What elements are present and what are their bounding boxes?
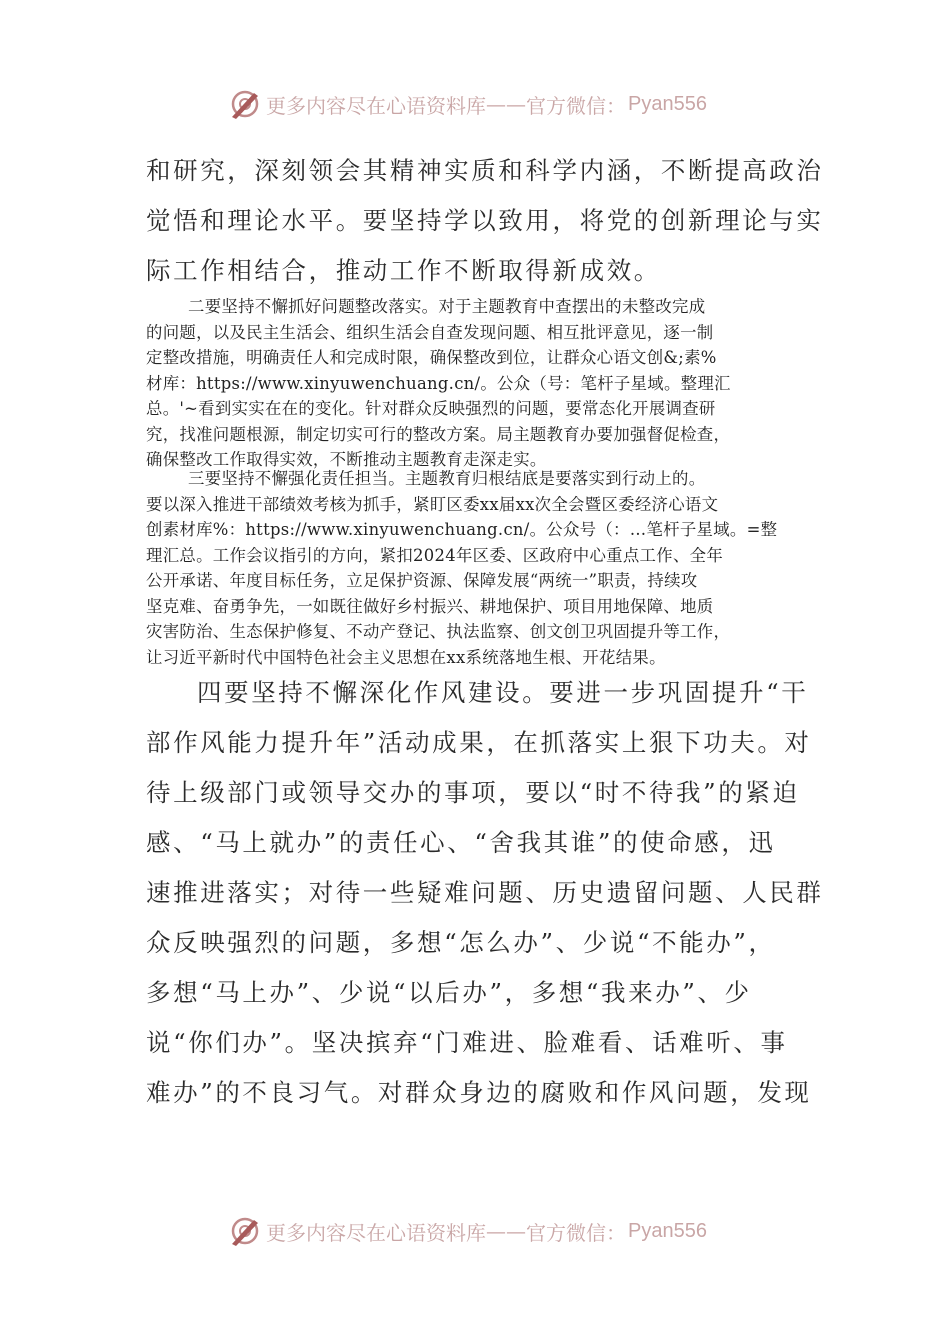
paragraph-3 bbox=[146, 466, 806, 670]
text-line: 的问题，以及民主生活会、组织生活会自查发现问题、相互批评意见，逐一制 bbox=[146, 322, 714, 342]
text-line: 际工作相结合，推动工作不断取得新成效。 bbox=[146, 256, 661, 285]
header-wechat-id: Pyan556 bbox=[628, 92, 707, 115]
footer-brand-text: 更多内容尽在心语资料库 bbox=[266, 1220, 486, 1245]
text-line: 说“你们办”。坚决摈弃“门难进、脸难看、话难听、事 bbox=[146, 1028, 788, 1057]
text-line: 觉悟和理论水平。要坚持学以致用，将党的创新理论与实 bbox=[146, 206, 824, 235]
text-line: 究，找准问题根源，制定切实可行的整改方案。局主题教育办要加强督促检查， bbox=[146, 424, 731, 444]
footer-wechat-id: Pyan556 bbox=[628, 1219, 707, 1242]
text-line: 三要坚持不懈强化责任担当。主题教育归根结底是要落实到行动上的。 bbox=[188, 469, 706, 488]
text-line: 让习近平新时代中国特色社会主义思想在xx系统落地生根、开花结果。 bbox=[146, 647, 666, 667]
text-line: 四要坚持不懈深化作风建设。要进一步巩固提升“干 bbox=[197, 678, 809, 707]
text-line: 待上级部门或领导交办的事项，要以“时不待我”的紧迫 bbox=[146, 778, 800, 807]
text-line: 坚克难、奋勇争先，一如既往做好乡村振兴、耕地保护、项目用地保障、地质 bbox=[146, 596, 714, 616]
paragraph-2 bbox=[146, 294, 806, 473]
text-line: 定整改措施，明确责任人和完成时限，确保整改到位，让群众心语文创&;素% bbox=[146, 348, 717, 367]
text-line: 公开承诺、年度目标任务，立足保护资源、保障发展“两统一”职责，持续攻 bbox=[146, 571, 698, 590]
text-line: 材库：https://www.xinyuwenchuang.cn/。公众（号：笔杆子星域。整理汇 bbox=[146, 373, 731, 393]
text-line: 众反映强烈的问题，多想“怎么办”、少说“不能办”， bbox=[146, 928, 776, 957]
header-banner bbox=[228, 84, 707, 124]
paragraph-1 bbox=[146, 146, 824, 296]
text-line: 速推进落实；对待一些疑难问题、历史遗留问题、人民群 bbox=[146, 878, 824, 907]
text-line: 总。'~看到实实在在的变化。针对群众反映强烈的问题，要常态化开展调查研 bbox=[146, 399, 716, 418]
header-dash: —— bbox=[486, 92, 526, 116]
text-line: 多想“马上办”、少说“以后办”，多想“我来办”、少 bbox=[146, 978, 752, 1007]
paragraph-4 bbox=[146, 668, 824, 1118]
header-wechat-label: 官方微信： bbox=[526, 93, 626, 118]
text-line: 灾害防治、生态保护修复、不动产登记、执法监察、创文创卫巩固提升等工作， bbox=[146, 622, 731, 641]
pen-logo-icon bbox=[228, 1214, 262, 1248]
text-line: 部作风能力提升年”活动成果，在抓落实上狠下功夫。对 bbox=[146, 728, 812, 757]
text-line: 和研究，深刻领会其精神实质和科学内涵，不断提高政治 bbox=[146, 156, 824, 185]
footer-banner bbox=[228, 1211, 707, 1251]
text-line: 难办”的不良习气。对群众身边的腐败和作风问题，发现 bbox=[146, 1078, 812, 1107]
text-line: 二要坚持不懈抓好问题整改落实。对于主题教育中查摆出的未整改完成 bbox=[188, 297, 706, 316]
pen-logo-icon bbox=[228, 87, 262, 121]
text-line: 感、“马上就办”的责任心、“舍我其谁”的使命感，迅 bbox=[146, 828, 776, 857]
text-line: 创素材库%：https://www.xinyuwenchuang.cn/。公众号（：…笔杆子星域。=整 bbox=[146, 520, 778, 539]
header-brand-text: 更多内容尽在心语资料库 bbox=[266, 93, 486, 118]
footer-dash: —— bbox=[486, 1219, 526, 1243]
footer-wechat-label: 官方微信： bbox=[526, 1220, 626, 1245]
text-line: 理汇总。工作会议指引的方向，紧扣2024年区委、区政府中心重点工作、全年 bbox=[146, 545, 724, 565]
text-line: 要以深入推进干部绩效考核为抓手，紧盯区委xx届xx次全会暨区委经济心语文 bbox=[146, 494, 719, 514]
text-line: 确保整改工作取得实效，不断推动主题教育走深走实。 bbox=[146, 450, 547, 469]
